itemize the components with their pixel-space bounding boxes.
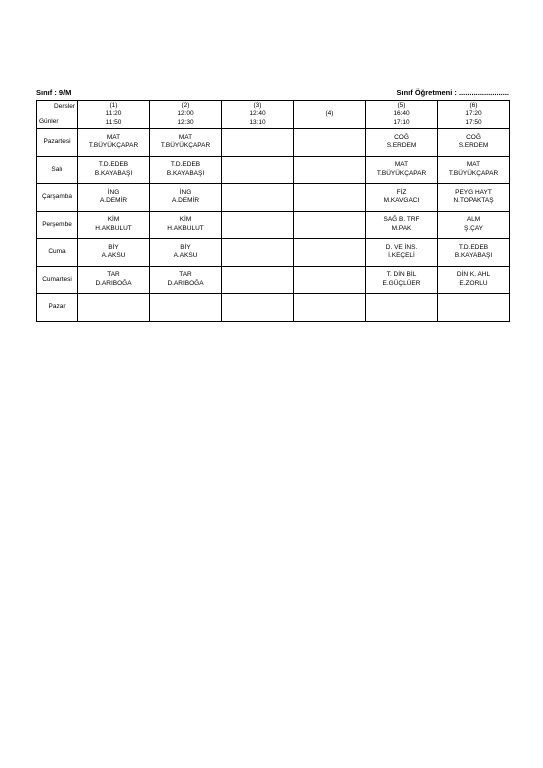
lesson-cell xyxy=(366,129,438,157)
lesson-cell xyxy=(366,239,438,267)
day-name-cell: Çarşamba xyxy=(37,184,78,212)
lesson-subject: T. DİN BİL xyxy=(386,271,417,279)
lesson-subject: T.D.EDEB xyxy=(98,161,129,169)
table-row xyxy=(37,211,510,239)
corner-cell xyxy=(37,101,78,129)
period-start: 17:20 xyxy=(465,110,482,118)
day-name-cell: Perşembe xyxy=(37,211,78,239)
lesson-cell xyxy=(366,184,438,212)
lesson-cell xyxy=(222,129,294,157)
lesson-teacher: D.ARIBOĞA xyxy=(95,279,132,287)
lesson-cell xyxy=(78,184,150,212)
lesson-cell xyxy=(150,294,222,322)
lesson-cell xyxy=(222,211,294,239)
period-start: 12:40 xyxy=(249,110,266,118)
lesson-teacher: A.AKSU xyxy=(101,252,126,260)
corner-days-label: Günler xyxy=(39,117,59,125)
period-num: (4) xyxy=(325,110,334,118)
timetable-body xyxy=(37,101,510,322)
period-end: 11:50 xyxy=(105,118,122,126)
lesson-cell xyxy=(78,294,150,322)
day-name-cell: Cuma xyxy=(37,239,78,267)
lesson-subject: MAT xyxy=(106,133,121,141)
schedule-header xyxy=(36,88,509,100)
lesson-teacher: B.KAYABAŞI xyxy=(454,252,493,260)
lesson-cell xyxy=(222,294,294,322)
period-start: 11:20 xyxy=(105,110,122,118)
class-teacher-label: Sınıf Öğretmeni : ........................ xyxy=(396,88,509,97)
period-end: 13:10 xyxy=(249,118,266,126)
lesson-cell xyxy=(78,129,150,157)
period-num: (1) xyxy=(109,101,118,109)
lesson-cell xyxy=(78,211,150,239)
period-header-cell xyxy=(150,101,222,129)
lesson-teacher: H.AKBULUT xyxy=(95,224,132,232)
lesson-teacher: İ.KEÇELİ xyxy=(388,252,415,260)
period-end: 12:30 xyxy=(177,118,194,126)
lesson-subject: ALM xyxy=(466,216,481,224)
corner-lessons-label: Dersler xyxy=(54,103,75,110)
day-name-cell: Pazar xyxy=(37,294,78,322)
lesson-cell xyxy=(78,239,150,267)
table-row xyxy=(37,184,510,212)
lesson-cell xyxy=(438,129,510,157)
class-label: Sınıf : 9/M xyxy=(36,88,72,97)
lesson-cell xyxy=(438,211,510,239)
lesson-cell xyxy=(294,294,366,322)
lesson-cell xyxy=(438,294,510,322)
table-row xyxy=(37,239,510,267)
lesson-cell xyxy=(366,156,438,184)
lesson-cell xyxy=(294,129,366,157)
period-num: (2) xyxy=(181,101,190,109)
lesson-subject: FİZ xyxy=(396,188,407,196)
lesson-subject: MAT xyxy=(466,161,481,169)
lesson-subject: İNG xyxy=(179,188,192,196)
lesson-subject: DİN K. AHL xyxy=(456,271,491,279)
lesson-teacher: S.ERDEM xyxy=(458,142,489,150)
period-end: 17:50 xyxy=(465,118,482,126)
table-row xyxy=(37,156,510,184)
lesson-teacher: M.KAVGACI xyxy=(383,197,420,205)
period-header-cell xyxy=(366,101,438,129)
period-header-cell xyxy=(78,101,150,129)
period-header-cell xyxy=(222,101,294,129)
lesson-subject: TAR xyxy=(179,271,192,279)
lesson-subject: BİY xyxy=(180,243,191,251)
lesson-teacher: H.AKBULUT xyxy=(167,224,204,232)
lesson-teacher: E.ZORLU xyxy=(459,279,488,287)
period-num: (5) xyxy=(397,101,406,109)
lesson-subject: T.D.EDEB xyxy=(170,161,201,169)
day-name-cell: Cumartesi xyxy=(37,266,78,294)
lesson-subject: T.D.EDEB xyxy=(458,243,489,251)
lesson-teacher: T.BÜYÜKÇAPAR xyxy=(376,169,427,177)
lesson-cell xyxy=(294,266,366,294)
lesson-cell xyxy=(294,239,366,267)
lesson-subject: TAR xyxy=(107,271,120,279)
lesson-subject: BİY xyxy=(108,243,119,251)
lesson-subject: KİM xyxy=(179,216,192,224)
lesson-subject: İNG xyxy=(107,188,120,196)
lesson-cell xyxy=(222,266,294,294)
lesson-teacher: A.DEMİR xyxy=(171,197,200,205)
lesson-subject: COĞ xyxy=(394,133,409,141)
lesson-cell xyxy=(150,239,222,267)
lesson-teacher: N.TOPAKTAŞ xyxy=(453,197,494,205)
lesson-teacher: D.ARIBOĞA xyxy=(167,279,204,287)
lesson-cell xyxy=(150,266,222,294)
lesson-cell xyxy=(150,129,222,157)
lesson-cell xyxy=(294,211,366,239)
lesson-cell xyxy=(294,184,366,212)
lesson-teacher: T.BÜYÜKÇAPAR xyxy=(160,142,211,150)
lesson-cell xyxy=(78,266,150,294)
lesson-teacher: T.BÜYÜKÇAPAR xyxy=(448,169,499,177)
lesson-cell xyxy=(438,266,510,294)
period-header-row xyxy=(37,101,510,129)
lesson-teacher: A.AKSU xyxy=(173,252,198,260)
lesson-subject: PEYG HAYT xyxy=(455,188,492,196)
table-row xyxy=(37,266,510,294)
lesson-subject: KİM xyxy=(107,216,120,224)
lesson-subject: D. VE İNS. xyxy=(385,243,418,251)
lesson-cell xyxy=(366,266,438,294)
period-start: 12:00 xyxy=(177,110,194,118)
lesson-cell xyxy=(294,156,366,184)
table-row xyxy=(37,294,510,322)
timetable xyxy=(36,100,510,322)
lesson-teacher: A.DEMİR xyxy=(99,197,128,205)
lesson-cell xyxy=(150,156,222,184)
period-num: (3) xyxy=(253,101,262,109)
lesson-cell xyxy=(438,156,510,184)
lesson-cell xyxy=(150,211,222,239)
lesson-cell xyxy=(222,184,294,212)
lesson-teacher: Ş.ÇAY xyxy=(463,224,484,232)
lesson-teacher: M.PAK xyxy=(391,224,412,232)
lesson-cell xyxy=(366,211,438,239)
lesson-subject: COĞ xyxy=(466,133,481,141)
day-name-cell: Salı xyxy=(37,156,78,184)
lesson-subject: SAĞ B. TRF xyxy=(383,216,420,224)
lesson-cell xyxy=(150,184,222,212)
lesson-teacher: E.GÜÇLÜER xyxy=(382,279,421,287)
lesson-teacher: S.ERDEM xyxy=(386,142,417,150)
lesson-cell xyxy=(222,239,294,267)
period-header-cell xyxy=(294,101,366,129)
lesson-cell xyxy=(222,156,294,184)
period-num: (6) xyxy=(469,101,478,109)
period-header-cell xyxy=(438,101,510,129)
lesson-subject: MAT xyxy=(394,161,409,169)
lesson-cell xyxy=(438,239,510,267)
lesson-teacher: B.KAYABAŞI xyxy=(94,169,133,177)
lesson-cell xyxy=(438,184,510,212)
period-end: 17:10 xyxy=(393,118,410,126)
lesson-teacher: B.KAYABAŞI xyxy=(166,169,205,177)
lesson-cell xyxy=(366,294,438,322)
day-name-cell: Pazartesi xyxy=(37,129,78,157)
period-start: 16:40 xyxy=(393,110,410,118)
lesson-teacher: T.BÜYÜKÇAPAR xyxy=(88,142,139,150)
table-row xyxy=(37,129,510,157)
lesson-cell xyxy=(78,156,150,184)
lesson-subject: MAT xyxy=(178,133,193,141)
